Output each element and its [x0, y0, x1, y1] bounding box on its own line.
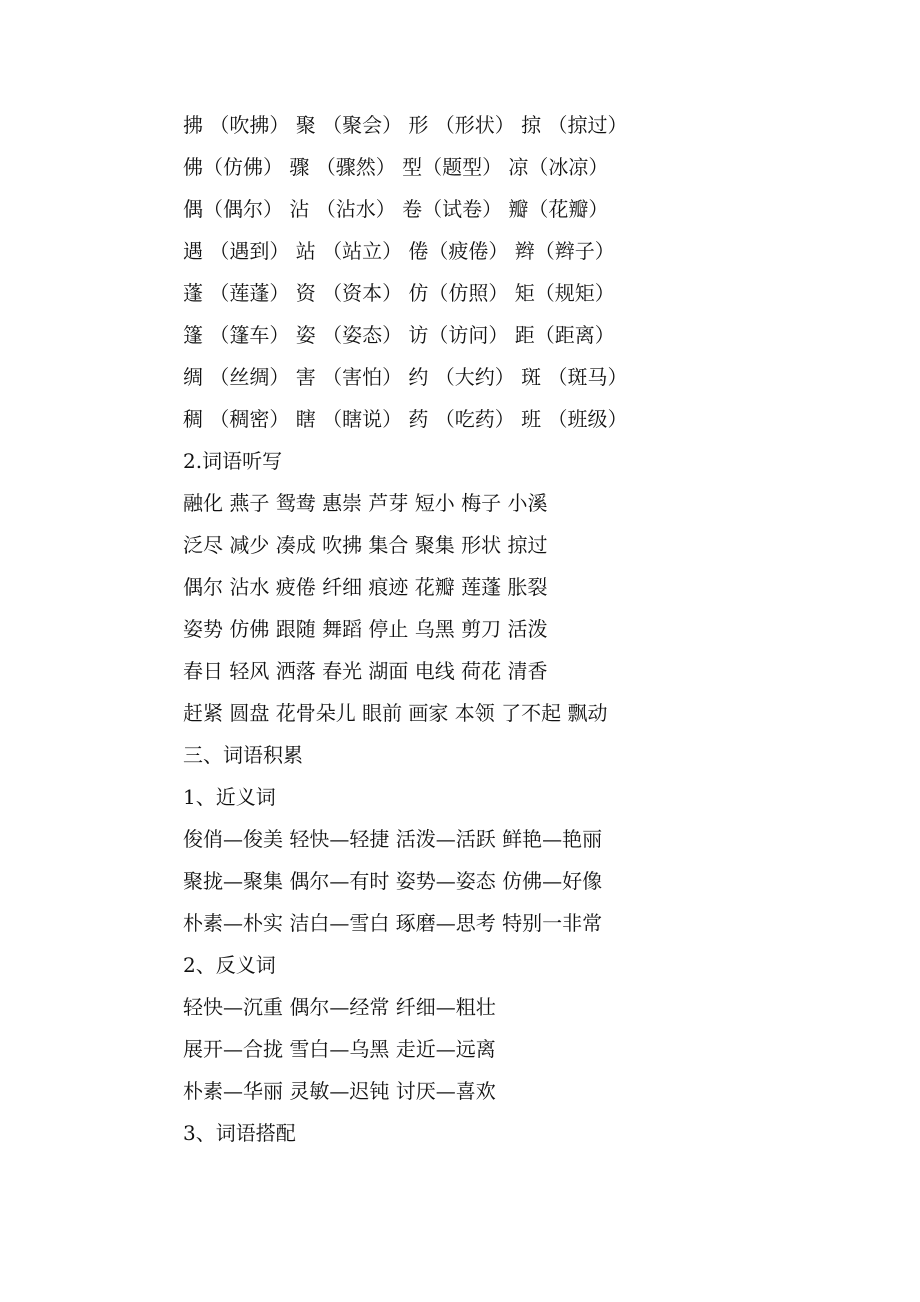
- text-line: 春日 轻风 洒落 春光 湖面 电线 荷花 清香: [183, 659, 548, 683]
- text-line: 佛（仿佛） 骤 （骤然） 型（题型） 凉（冰凉）: [183, 155, 609, 179]
- text-line: 蓬 （莲蓬） 资 （资本） 仿（仿照） 矩（规矩）: [183, 281, 615, 305]
- text-line: 姿势 仿佛 跟随 舞蹈 停止 乌黑 剪刀 活泼: [183, 617, 548, 641]
- text-line: 融化 燕子 鸳鸯 惠崇 芦芽 短小 梅子 小溪: [183, 491, 548, 515]
- subsection-heading: 2、反义词: [183, 953, 276, 977]
- section-heading: 三、词语积累: [183, 743, 303, 767]
- text-line: 朴素—华丽 灵敏—迟钝 讨厌—喜欢: [183, 1079, 496, 1103]
- text-line: 偶尔 沾水 疲倦 纤细 痕迹 花瓣 莲蓬 胀裂: [183, 575, 548, 599]
- text-line: 稠 （稠密） 瞎 （瞎说） 药 （吃药） 班 （班级）: [183, 407, 628, 431]
- subsection-heading: 3、词语搭配: [183, 1121, 296, 1145]
- text-line: 绸 （丝绸） 害 （害怕） 约 （大约） 斑 （斑马）: [183, 365, 628, 389]
- text-line: 遇 （遇到） 站 （站立） 倦（疲倦） 辫（辫子）: [183, 239, 615, 263]
- text-line: 偶（偶尔） 沾 （沾水） 卷（试卷） 瓣（花瓣）: [183, 197, 609, 221]
- text-line: 泛尽 减少 凑成 吹拂 集合 聚集 形状 掠过: [183, 533, 548, 557]
- text-line: 轻快—沉重 偶尔—经常 纤细—粗壮: [183, 995, 496, 1019]
- document-body: [183, 104, 883, 1154]
- text-line: 俊俏—俊美 轻快—轻捷 活泼—活跃 鲜艳—艳丽: [183, 827, 603, 851]
- text-line: 聚拢—聚集 偶尔—有时 姿势—姿态 仿佛—好像: [183, 869, 603, 893]
- text-line: 展开—合拢 雪白—乌黑 走近—远离: [183, 1037, 496, 1061]
- text-line: 赶紧 圆盘 花骨朵儿 眼前 画家 本领 了不起 飘动: [183, 701, 608, 725]
- text-line: 篷 （篷车） 姿 （姿态） 访（访问） 距（距离）: [183, 323, 615, 347]
- subsection-heading: 1、近义词: [183, 785, 276, 809]
- text-line: 朴素—朴实 洁白—雪白 琢磨—思考 特别一非常: [183, 911, 603, 935]
- section-heading: 2.词语听写: [183, 449, 283, 473]
- text-line: 拂 （吹拂） 聚 （聚会） 形 （形状） 掠 （掠过）: [183, 113, 628, 137]
